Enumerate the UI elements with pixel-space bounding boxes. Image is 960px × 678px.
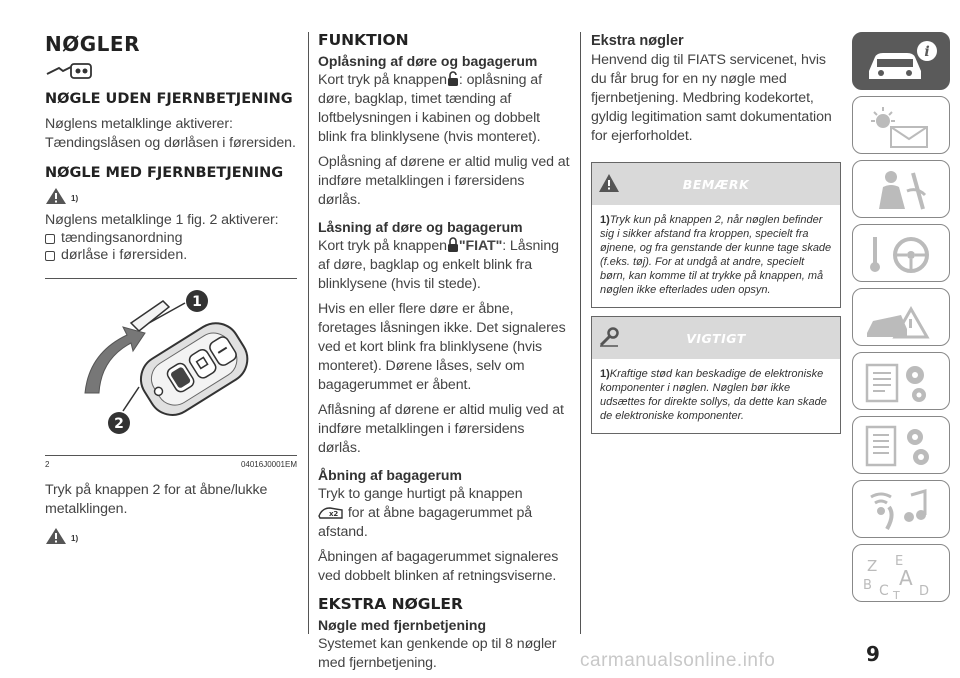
tab-maintenance[interactable] (852, 352, 950, 410)
tab-safety[interactable] (852, 160, 950, 218)
watermark: carmanualsonline.info (580, 650, 776, 671)
bullet-box-icon (45, 234, 55, 244)
section-title-keys: NØGLER (45, 32, 140, 56)
notice-title: BEMÆRK (682, 176, 750, 192)
trunk-open-icon (318, 504, 344, 520)
notice-box-important (591, 316, 841, 434)
car-info-icon (861, 37, 941, 87)
key-figure (45, 283, 297, 453)
lock-paragraph-1: Kort tryk på knappen "FIAT": Låsning af døre, bagklap og enkelt blink fra blinklysene (hvis til stede). (318, 238, 559, 292)
technical-data-icon (861, 421, 941, 471)
lock-icon (447, 237, 459, 253)
svg-text:x2: x2 (329, 510, 339, 518)
note-reference: 1) (45, 527, 297, 545)
column-divider (580, 32, 581, 634)
heading-remote-key: Nøgle med fjernbetjening (318, 617, 487, 633)
trunk-paragraph-1: Tryk to gange hurtigt på knappen x2 for at åbne bagagerummet på afstand. (318, 486, 533, 540)
figure-top-rule (45, 278, 297, 279)
warning-triangle-icon (45, 527, 67, 545)
bullet-box-icon (45, 251, 55, 261)
tab-multimedia[interactable] (852, 480, 950, 538)
unlock-paragraph-1: Kort tryk på knappen : oplåsning af døre, bagklap, timet tænding af loftbelysningen i kabinen og dobbelt blink fra blinklysene (hvis monteret). (318, 72, 542, 145)
callout-2: 2 (114, 416, 124, 432)
remote-key-paragraph: Systemet kan genkende op til 8 nøgler med fjernbetjening. (318, 636, 557, 671)
warning-triangle-icon (598, 173, 620, 193)
svg-text:E: E (895, 554, 904, 569)
svg-text:Z: Z (867, 557, 878, 575)
svg-text:D: D (919, 584, 930, 599)
heading-key-without-remote: NØGLE UDEN FJERNBETJENING (45, 91, 293, 107)
heading-key-with-remote: NØGLE MED FJERNBETJENING (45, 165, 284, 181)
tab-technical-data[interactable] (852, 416, 950, 474)
callout-1: 1 (192, 294, 202, 310)
column-1 (45, 32, 297, 545)
list-item: tændingsanordning (45, 230, 297, 247)
figure-bottom-rule (45, 455, 297, 456)
open-close-blade-text: Tryk på knappen 2 for at åbne/lukke metalklingen. (45, 482, 268, 517)
warning-lights-icon (861, 101, 941, 151)
svg-text:B: B (863, 578, 872, 593)
heading-unlock: Oplåsning af døre og bagagerum (318, 53, 538, 69)
heading-extra-keys: Ekstra nøgler (591, 33, 684, 49)
column-2 (318, 32, 570, 673)
trunk-paragraph-2: Åbningen af bagagerummet signaleres ved dobbelt blinken af retningsviserne. (318, 549, 559, 584)
svg-text:i: i (924, 44, 930, 60)
notice-body: 1)Tryk kun på knappen 2, når nøglen befinder sig i sikker afstand fra kroppen, specielt fra øjnene, og fra genstande der kunne tage skade (f.eks. tøj). For at undgå at andre, specielt børn, kan komme til at trykke på knappen, må nøglen ikke efterlades uden opsyn. (600, 214, 832, 296)
figure-number: 2 (45, 460, 50, 469)
warning-triangle-icon (45, 187, 67, 205)
section-title-function: FUNKTION (318, 31, 409, 49)
remote-key-illustration (45, 283, 297, 453)
figure-caption (45, 460, 297, 469)
page-number: 9 (866, 642, 880, 666)
svg-text:A: A (899, 566, 913, 590)
wrench-warning-icon (598, 327, 620, 347)
heading-lock: Låsning af døre og bagagerum (318, 219, 523, 235)
section-title-extra-keys: EKSTRA NØGLER (318, 595, 463, 613)
safety-icon (861, 165, 941, 215)
lock-paragraph-3: Aflåsning af dørene er altid mulig ved at indføre metalklingen i førersidens dørlås. (318, 402, 564, 456)
notice-box-note (591, 162, 841, 308)
tab-index[interactable] (852, 544, 950, 602)
index-icon (861, 549, 941, 599)
chapter-sidebar (852, 32, 952, 608)
notice-title: VIGTIGT (686, 330, 746, 346)
list-item: dørlåse i førersiden. (45, 247, 297, 264)
tab-starting-driving[interactable] (852, 224, 950, 282)
key-with-remote-text: Nøglens metalklinge 1 fig. 2 aktiverer: (45, 212, 279, 228)
notice-body: 1)Kraftige stød kan beskadige de elektroniske komponenter i nøglen. Nøglen bør ikke udsættes for direkte sollys, da dette kan skade de elektroniske komponenter. (600, 368, 827, 422)
extra-keys-paragraph: Henvend dig til FIATS servicenet, hvis du får brug for en ny nøgle med fjernbetjening. Medbring kodekortet, gyldig legitimation samt dokumentation for ejerforholdet. (591, 52, 832, 144)
key-without-remote-text: Nøglens metalklinge aktiverer: Tændingslåsen og dørlåsen i førersiden. (45, 116, 296, 151)
svg-text:C: C (879, 583, 889, 599)
tab-warning-lights[interactable] (852, 96, 950, 154)
key-icon (45, 62, 297, 85)
heading-trunk: Åbning af bagagerum (318, 467, 462, 483)
note-reference: 1) (45, 187, 297, 205)
svg-text:T: T (893, 589, 900, 599)
unlock-icon (447, 71, 459, 87)
activation-list (45, 230, 297, 264)
lock-paragraph-2: Hvis en eller flere døre er åbne, foretages låsningen ikke. Det signaleres ved et kort blink fra blinklysene (hvis monteret). Dørene låses, selv om bagagerummet er åbent. (318, 301, 566, 393)
column-3 (591, 32, 841, 434)
column-divider (308, 32, 309, 634)
multimedia-icon (861, 485, 941, 535)
tab-emergency[interactable] (852, 288, 950, 346)
tab-car-info[interactable] (852, 32, 950, 90)
emergency-icon (861, 293, 941, 343)
notice-header (592, 163, 840, 205)
notice-header (592, 317, 840, 359)
maintenance-icon (861, 357, 941, 407)
figure-code: 04016J0001EM (240, 460, 297, 469)
starting-driving-icon (861, 229, 941, 279)
unlock-paragraph-2: Oplåsning af dørene er altid mulig ved at indføre metalklingen i førersidens dørlås. (318, 154, 570, 208)
